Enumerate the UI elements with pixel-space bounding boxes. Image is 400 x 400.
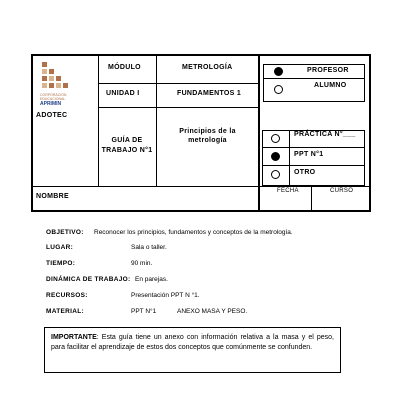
important-note bbox=[44, 327, 341, 373]
role-alumno-label: ALUMNO bbox=[314, 82, 347, 89]
guia-value-line1: Principios de la bbox=[179, 128, 236, 135]
logo-mark-icon bbox=[40, 60, 72, 92]
modulo-value: METROLOGÍA bbox=[182, 64, 233, 71]
recursos-value: Presentación PPT N °1. bbox=[131, 292, 200, 299]
type-otro-radio[interactable] bbox=[271, 170, 280, 179]
guia-label-line1: GUÍA DE bbox=[111, 137, 143, 144]
guia-value bbox=[157, 127, 258, 145]
type-practica-radio[interactable] bbox=[271, 134, 280, 143]
important-title: IMPORTANTE bbox=[51, 334, 97, 341]
fecha-label: FECHA bbox=[277, 188, 299, 194]
dinamica-value: En parejas. bbox=[135, 276, 168, 283]
role-profesor-label: PROFESOR bbox=[307, 67, 349, 74]
type-otro-label: OTRO bbox=[294, 169, 316, 176]
type-practica-label: PRÁCTICA N°___ bbox=[294, 131, 356, 138]
logo-text-3: APRIMIN bbox=[40, 101, 62, 107]
guia-label bbox=[98, 136, 156, 156]
unidad-value: FUNDAMENTOS 1 bbox=[177, 90, 242, 97]
logo-text-2: EDUCACIONAL bbox=[40, 97, 66, 101]
material-label: MATERIAL: bbox=[46, 308, 84, 315]
objetivo-label: OBJETIVO: bbox=[46, 229, 84, 236]
guia-label-line2: TRABAJO N°1 bbox=[101, 147, 153, 154]
tiempo-label: TIEMPO: bbox=[46, 260, 76, 267]
unidad-label: UNIDAD I bbox=[106, 90, 140, 97]
tiempo-value: 90 min. bbox=[131, 260, 153, 267]
objetivo-value: Reconocer los principios, fundamentos y conceptos de la metrología. bbox=[94, 229, 293, 236]
role-profesor-radio[interactable] bbox=[274, 67, 283, 76]
logo bbox=[40, 60, 72, 110]
org-short: ADOTEC bbox=[36, 112, 68, 119]
logo-text-1: CORPORACION bbox=[40, 93, 67, 97]
material-value-2: ANEXO MASA Y PESO. bbox=[177, 308, 248, 315]
type-ppt-radio[interactable] bbox=[271, 152, 280, 161]
lugar-value: Sala o taller. bbox=[131, 244, 167, 251]
modulo-label: MÓDULO bbox=[108, 64, 141, 71]
type-ppt-label: PPT N°1 bbox=[294, 151, 324, 158]
dinamica-label: DINÁMICA DE TRABAJO: bbox=[46, 276, 131, 283]
curso-label: CURSO bbox=[330, 188, 354, 194]
nombre-label: NOMBRE bbox=[36, 193, 69, 200]
important-text: : Esta guía tiene un anexo con información relativa a la masa y el peso, para facilitar el aprendizaje de estos dos conceptos que comúnmente se confunden. bbox=[51, 334, 334, 351]
role-alumno-radio[interactable] bbox=[274, 85, 283, 94]
lugar-label: LUGAR: bbox=[46, 244, 74, 251]
recursos-label: RECURSOS: bbox=[46, 292, 88, 299]
material-value-1: PPT N°1 bbox=[131, 308, 157, 315]
guia-value-line2: metrología bbox=[188, 137, 227, 144]
